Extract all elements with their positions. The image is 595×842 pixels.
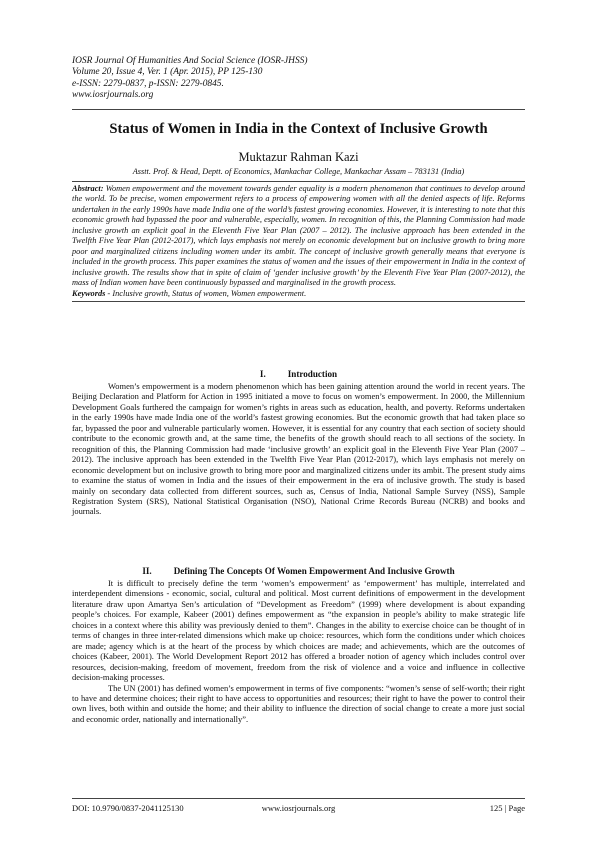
section-number: I. [259, 369, 266, 379]
paragraph: It is difficult to precisely define the term ‘women’s empowerment’ as ‘empowerment’ has multiple, interrelated and interdependent dimensions - economic, social, cultural and political. Most current definitions of empowerment in the development literature draw upon Amartya Sen’s articulation of “Development as Freedom” (1999) where development is about expanding people’s choices. For example, Kabeer (2001) defines empowerment as “the expansion in people’s ability to make strategic life choices in a context where this ability was previously denied to them”. Changes in the ability to exercise choice can be thought of in terms of changes in three inter-related dimensions which make up choice: resources, which form the conditions under which choices are made; agency which is at the heart of the process by which choices are made; and achievements, which are the outcomes of choices (Kabeer, 2001). The World Development Report 2012 has offered a broader notion of agency which includes control over resources, decision-making, freedom of movement, freedom from the risk of violence and a voice and influence in collective decision-making processes. [72, 578, 525, 683]
section-heading-definitions [72, 566, 525, 576]
abstract-block [72, 181, 525, 302]
abstract-top-divider [72, 181, 525, 182]
section-number: II. [142, 566, 152, 576]
header-divider [72, 109, 525, 110]
footer-website[interactable]: www.iosrjournals.org [261, 803, 336, 813]
keywords [72, 289, 525, 299]
journal-issn: e-ISSN: 2279-0837, p-ISSN: 2279-0845. [72, 78, 224, 89]
keywords-text: Inclusive growth, Status of women, Women empowerment. [112, 288, 307, 298]
keywords-label: Keywords - [72, 288, 111, 298]
author-affiliation: Asstt. Prof. & Head, Deptt. of Economics, Mankachar College, Mankachar Assam – 783131 (India) [132, 167, 465, 176]
abstract [72, 184, 525, 289]
abstract-bottom-divider [72, 301, 525, 302]
author-name: Muktazur Rahman Kazi [238, 150, 359, 164]
paper-title: Status of Women in India in the Context of Inclusive Growth [109, 121, 488, 137]
journal-header [72, 56, 532, 102]
paragraph: The UN (2001) has defined women’s empowerment in terms of five components: “women’s sense of self-worth; their right to have and determine choices; their right to have access to opportunities and resources; their right to have the power to control their own lives, both within and outside the home; and their ability to influence the direction of social change to create a more just social and economic order, nationally and internationally”. [72, 682, 525, 724]
section-body-introduction [72, 381, 525, 517]
section-heading-introduction [72, 369, 525, 379]
journal-volume: Volume 20, Issue 4, Ver. 1 (Apr. 2015), PP 125-130 [72, 67, 263, 78]
abstract-label: Abstract: [72, 184, 104, 193]
journal-website[interactable]: www.iosrjournals.org [72, 90, 154, 101]
abstract-text: Women empowerment and the movement towards gender equality is a modern phenomenon that continues to develop around the world. To be precise, women empowerment refers to a process of empowering women with all the denied aspects of life. Reforms undertaken in the early 1990s have made India one of the world’s fastest growing economies. However, it is interesting to note that this economic growth had bypassed the poor and vulnerable, especially, women. In recognition of this, the Planning Commission had made inclusive growth an explicit goal in the Eleventh Five Year Plan (2007 – 2012). The inclusive approach has been extended in the Twelfth Five Year Plan (2012-2017), which lays emphasis not merely on economic development but on inclusive growth to bring more poor and marginalized citizens including women under its ambit. The concept of inclusive growth generally means that everyone is included in the growth process. This paper examines the status of women and the issues of their empowerment in India in the context of inclusive growth. The results show that in spite of claim of ‘gender inclusive growth’ by the Eleventh Five Year Plan (2007-2012), the mass of Indian women have been continuously bypassed and marginalised in the growth process. [72, 184, 525, 288]
journal-name: IOSR Journal Of Humanities And Social Science (IOSR-JHSS) [72, 56, 308, 66]
paragraph: Women’s empowerment is a modern phenomenon which has been gaining attention around the world in recent years. The Beijing Declaration and Platform for Action in 1995 initiated a move to focus on women’s empowerment. In 2000, the Millennium Development Goals furthered the campaign for women’s rights in areas such as education, health, and poverty. Reforms undertaken in the early 1990s have made India one of the world’s fastest growing economies. But the economic growth that had taken place so far, bypassed the poor and vulnerable particularly women. However, it is essential for any country that each section of society should contribute to the economic growth and, at the same time, the benefits of the growth should reach to all sections of the society. In recognition of this, the Planning Commission had made ‘inclusive growth’ an explicit goal in the Eleventh Five Year Plan (2007 – 2012). The inclusive approach has been extended in the Twelfth Five Year Plan (2012-2017), which lays emphasis not merely on economic development but on inclusive growth to bring more poor and marginalized citizens under its ambit. The present study aims to examine the status of women in India and the issues of their empowerment in the era of inclusive growth. The study is based mainly on secondary data collected from different sources, such as, Census of India, National Sample Survey (NSS), Sample Registration System (SRS), National Statistical Organisation (NSO), National Crime Records Bureau (NCRB) and books and journals. [72, 381, 525, 517]
footer-page-number: 125 | Page [489, 803, 525, 813]
section-title: Defining The Concepts Of Women Empowerment And Inclusive Growth [173, 566, 455, 576]
footer-divider [72, 798, 525, 799]
section-body-definitions [72, 578, 525, 724]
footer-doi[interactable]: DOI: 10.9790/0837-2041125130 [72, 803, 184, 813]
section-title: Introduction [287, 369, 338, 379]
